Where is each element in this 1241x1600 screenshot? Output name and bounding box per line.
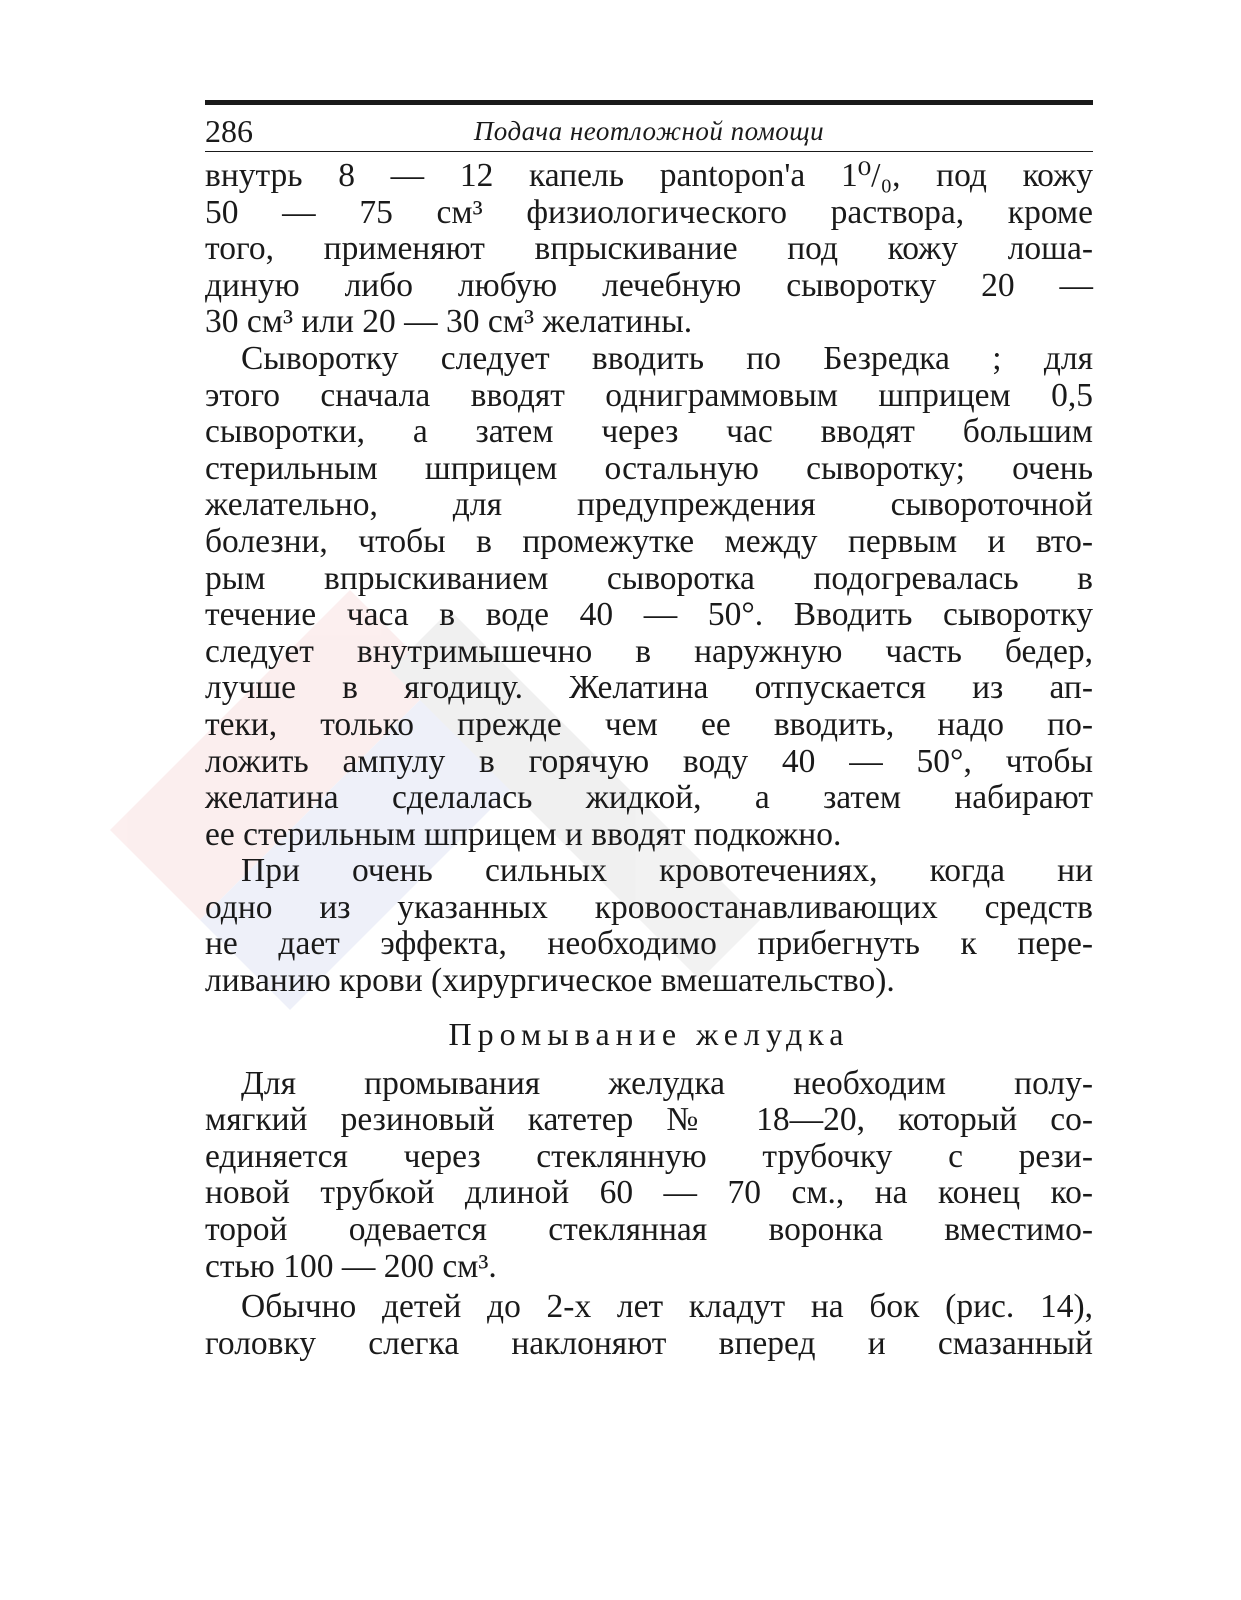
text-line: внутрь 8 — 12 капель pantopon'a 1⁰/₀, под кожу xyxy=(205,157,1093,194)
running-head xyxy=(205,105,1093,152)
text-line: рым впрыскиванием сыворотка подогревалась в xyxy=(205,559,1093,597)
text-line: ливанию крови (хирургическое вмешательство). xyxy=(205,962,895,1000)
text-line: этого сначала вводят одниграммовым шприцем 0,5 xyxy=(205,376,1093,414)
text-line: теки, только прежде чем ее вводить, надо по- xyxy=(205,705,1093,743)
text-line: желательно, для предупреждения сывороточной xyxy=(205,486,1093,524)
text-line: мягкий резиновый катетер № 18—20, который со- xyxy=(205,1101,1093,1139)
paragraph-4 xyxy=(205,1066,1093,1286)
text-line: единяется через стеклянную трубочку с рези- xyxy=(205,1137,1093,1175)
text-line: При очень сильных кровотечениях, когда ни xyxy=(241,852,1093,890)
text-line: головку слегка наклоняют вперед и смазанный xyxy=(205,1324,1093,1362)
text-line: лучше в ягодицу. Желатина отпускается из ап- xyxy=(205,669,1093,707)
text-line: стерильным шприцем остальную сыворотку; очень xyxy=(205,449,1093,487)
paragraph-3 xyxy=(205,853,1093,999)
paragraph-2 xyxy=(205,341,1093,853)
body-text xyxy=(205,158,1093,1362)
section-heading: Промывание желудка xyxy=(448,1015,850,1052)
text-line: 30 см³ или 20 — 30 см³ желатины. xyxy=(205,303,693,341)
text-line: новой трубкой длиной 60 — 70 см., на конец ко- xyxy=(205,1174,1093,1212)
text-line: ложить ампулу в горячую воду 40 — 50°, чтобы xyxy=(205,742,1093,780)
text-line: не дает эффекта, необходимо прибегнуть к пере- xyxy=(205,925,1093,963)
book-page xyxy=(205,100,1093,1362)
text-line: одно из указанных кровоостанавливающих средств xyxy=(205,888,1093,926)
running-title: Подача неотложной помощи xyxy=(473,116,825,146)
text-line: болезни, чтобы в промежутке между первым и вто- xyxy=(205,522,1093,560)
paragraph-5 xyxy=(205,1289,1093,1362)
text-line: течение часа в воде 40 — 50°. Вводить сыворотку xyxy=(205,596,1093,634)
text-line: желатина сделалась жидкой, а затем набирают xyxy=(205,779,1093,817)
text-line: Обычно детей до 2-х лет кладут на бок (рис. 14), xyxy=(241,1288,1093,1326)
text-line: того, применяют впрыскивание под кожу лоша- xyxy=(205,230,1093,268)
page-number: 286 xyxy=(205,113,253,149)
text-line: 50 — 75 см³ физиологического раствора, кроме xyxy=(205,193,1093,231)
paragraph-1 xyxy=(205,158,1093,341)
text-line: сыворотки, а затем через час вводят большим xyxy=(205,413,1093,451)
text-line: диную либо любую лечебную сыворотку 20 — xyxy=(205,266,1093,304)
text-line: Для промывания желудка необходим полу- xyxy=(241,1064,1093,1102)
text-line: Сыворотку следует вводить по Безредка ; для xyxy=(241,339,1093,377)
text-line: следует внутримышечно в наружную часть бедер, xyxy=(205,632,1093,670)
text-line: ее стерильным шприцем и вводят подкожно. xyxy=(205,815,842,853)
text-line: стью 100 — 200 см³. xyxy=(205,1247,497,1285)
text-line: торой одевается стеклянная воронка вместимо- xyxy=(205,1211,1093,1249)
